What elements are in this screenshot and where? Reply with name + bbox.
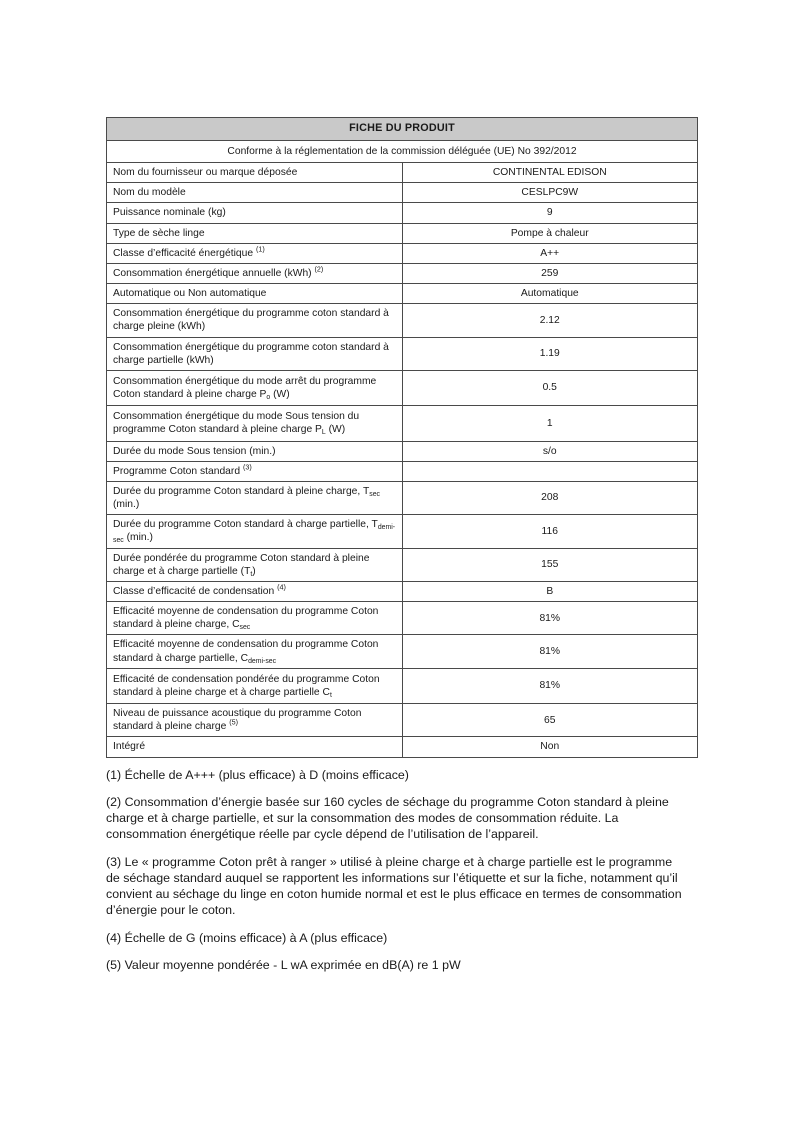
row-value: 116 <box>402 515 698 548</box>
row-label: Consommation énergétique du mode arrêt du programme Coton standard à pleine charge $P_o$ (W) <box>107 370 403 405</box>
row-label: Type de sèche linge <box>107 223 403 243</box>
table-subtitle-row <box>107 140 698 162</box>
table-row <box>107 337 698 370</box>
table-row <box>107 515 698 548</box>
row-value: 81% <box>402 635 698 668</box>
subscript: demi-sec <box>113 524 396 545</box>
subscript: o <box>266 393 271 401</box>
row-value: s/o <box>402 441 698 461</box>
table-row <box>107 263 698 283</box>
footnote-marker: (2) <box>314 264 324 274</box>
table-row <box>107 548 698 581</box>
footnotes-section <box>106 767 686 974</box>
table-row <box>107 183 698 203</box>
subscript: demi-sec <box>248 657 277 665</box>
table-row <box>107 704 698 737</box>
row-value: 1 <box>402 406 698 441</box>
subscript: sec <box>239 624 251 632</box>
row-value: 0.5 <box>402 370 698 405</box>
table-row <box>107 203 698 223</box>
row-label: Intégré <box>107 737 403 757</box>
row-label: Nom du modèle <box>107 183 403 203</box>
table-row <box>107 581 698 601</box>
footnote-5: (5) Valeur moyenne pondérée - L wA exprimée en dB(A) re 1 pW <box>106 957 461 972</box>
footnote-marker: (4) <box>277 582 286 592</box>
row-value: A++ <box>402 243 698 263</box>
subscript: sec <box>369 490 380 498</box>
table-row <box>107 737 698 757</box>
subscript: t <box>329 691 332 699</box>
subscript: L <box>321 429 326 437</box>
table-row <box>107 370 698 405</box>
row-label: Consommation énergétique du mode Sous tension du programme Coton standard à pleine charge $P_L$ (W) <box>107 406 403 441</box>
row-label: Efficacité moyenne de condensation du programme Coton standard à pleine charge, $C_{sec}$ <box>107 602 403 635</box>
row-value: 208 <box>402 481 698 514</box>
table-row <box>107 284 698 304</box>
row-label: Consommation énergétique du programme coton standard à charge partielle (kWh) <box>107 337 403 370</box>
table-row <box>107 243 698 263</box>
row-value: 155 <box>402 548 698 581</box>
product-fiche-table <box>106 117 698 758</box>
table-row <box>107 461 698 481</box>
row-value: CONTINENTAL EDISON <box>402 162 698 182</box>
row-label: Consommation énergétique du programme coton standard à charge pleine (kWh) <box>107 304 403 337</box>
row-value: Pompe à chaleur <box>402 223 698 243</box>
row-value: 65 <box>402 704 698 737</box>
row-label: Durée pondérée du programme Coton standard à pleine charge et à charge partielle $(T_t)$ <box>107 548 403 581</box>
subscript: t <box>250 570 253 578</box>
row-label: Durée du mode Sous tension (min.) <box>107 441 403 461</box>
row-label: Puissance nominale (kg) <box>107 203 403 223</box>
footnote-marker: (1) <box>255 244 265 254</box>
row-value: 1.19 <box>402 337 698 370</box>
table-body <box>107 118 698 163</box>
row-value: 81% <box>402 668 698 703</box>
document-title: FICHE DU PRODUIT <box>107 118 698 141</box>
row-label: Efficacité moyenne de condensation du programme Coton standard à charge partielle, $C_{demi-sec}$ <box>107 635 403 668</box>
row-value <box>402 461 698 481</box>
row-value: Automatique <box>402 284 698 304</box>
row-label: Durée du programme Coton standard à pleine charge, $T_{sec}$ (min.) <box>107 481 403 514</box>
footnote-3: (3) Le « programme Coton prêt à ranger » utilisé à pleine charge et à charge partielle est le programme de séchage standard auquel se rapportent les informations sur l’étiquette et sur la fiche, notamment qu’il convient au séchage du linge en coton humide normal et est le plus efficace en termes de consommation d’énergie pour le coton. <box>106 854 682 918</box>
product-fiche-sheet <box>106 117 698 973</box>
row-label: Programme Coton standard $^{(3)}$ <box>107 461 403 481</box>
table-row <box>107 441 698 461</box>
row-value: 9 <box>402 203 698 223</box>
footnote-marker: (5) <box>229 717 239 727</box>
row-value: 259 <box>402 263 698 283</box>
table-row <box>107 668 698 703</box>
table-row <box>107 635 698 668</box>
table-row <box>107 602 698 635</box>
table-title-row <box>107 118 698 141</box>
row-label: Automatique ou Non automatique <box>107 284 403 304</box>
table-row <box>107 162 698 182</box>
row-label: Consommation énergétique annuelle (kWh) $^{(2)}$ <box>107 263 403 283</box>
footnote-2: (2) Consommation d’énergie basée sur 160 cycles de séchage du programme Coton standard à pleine charge et à charge partielle, et sur la consommation des modes de consommation réduite. La consommation énergétique réelle par cycle dépend de l’utilisation de l’appareil. <box>106 794 669 842</box>
row-label: Classe d’efficacité énergétique $^{(1)}$ <box>107 243 403 263</box>
table-row <box>107 481 698 514</box>
row-label: Classe d’efficacité de condensation $^{(4)}$ <box>107 581 403 601</box>
table-row <box>107 406 698 441</box>
row-label: Efficacité de condensation pondérée du programme Coton standard à pleine charge et à charge partielle $C_t$ <box>107 668 403 703</box>
footnote-1: (1) Échelle de A+++ (plus efficace) à D (moins efficace) <box>106 767 409 782</box>
row-value: CESLPC9W <box>402 183 698 203</box>
row-value: 81% <box>402 602 698 635</box>
table-row <box>107 304 698 337</box>
table-data-rows <box>107 162 698 757</box>
footnote-4: (4) Échelle de G (moins efficace) à A (plus efficace) <box>106 930 388 945</box>
row-value: 2.12 <box>402 304 698 337</box>
row-value: B <box>402 581 698 601</box>
row-label: Niveau de puissance acoustique du programme Coton standard à pleine charge $^{(5)}$ <box>107 704 403 737</box>
table-row <box>107 223 698 243</box>
row-label: Nom du fournisseur ou marque déposée <box>107 162 403 182</box>
row-label: Durée du programme Coton standard à charge partielle, $T_{demi-sec}$ (min.) <box>107 515 403 548</box>
document-subtitle: Conforme à la réglementation de la commission déléguée (UE) No 392/2012 <box>107 140 698 162</box>
footnote-marker: (3) <box>242 462 252 472</box>
row-value: Non <box>402 737 698 757</box>
